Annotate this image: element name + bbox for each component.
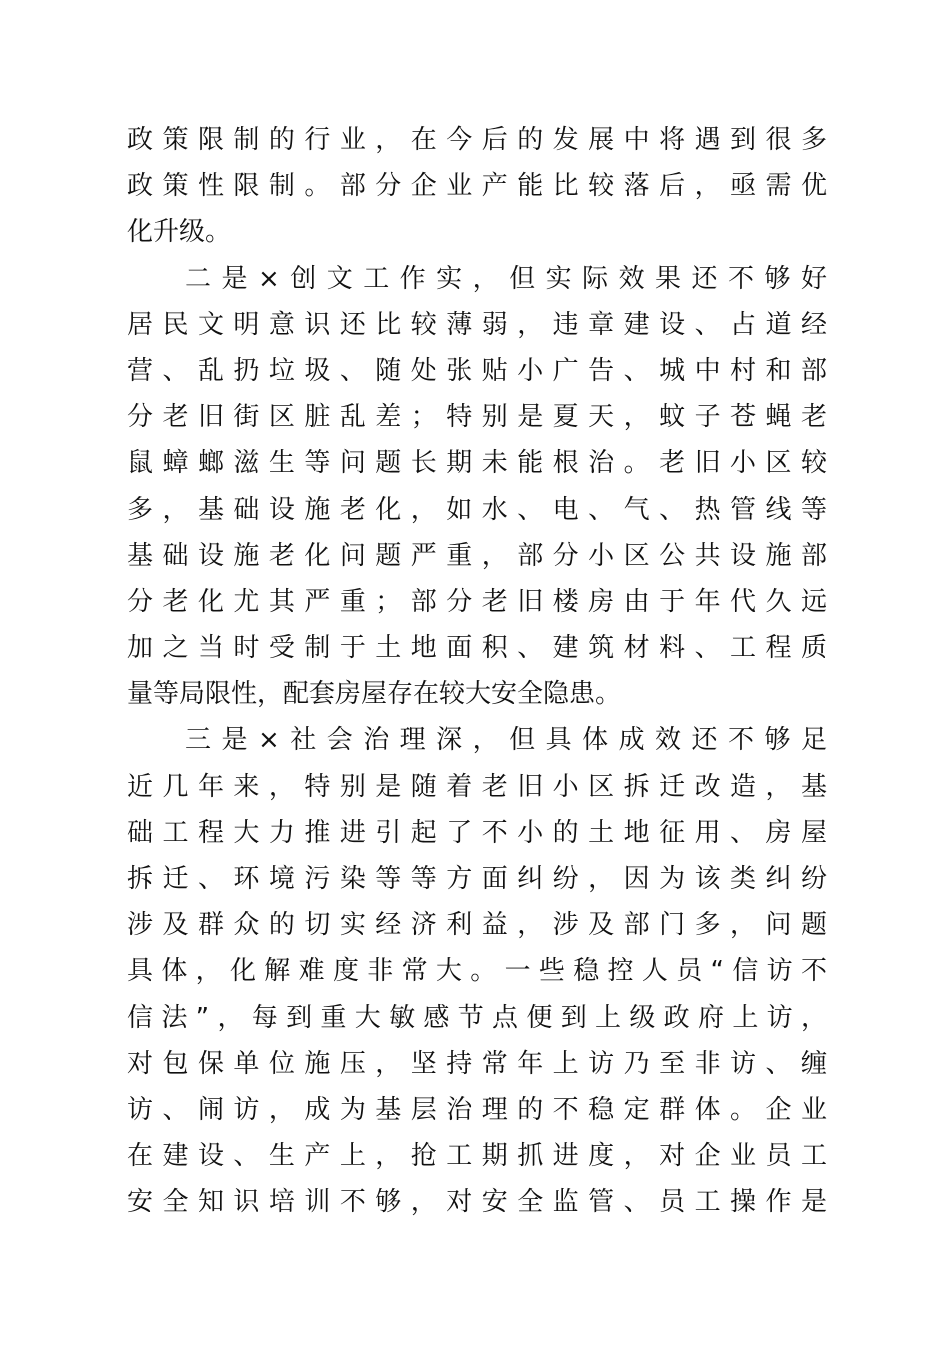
text-line: 多，基础设施老化，如水、电、气、热管线等 [127,494,827,525]
text-line: 涉及群众的切实经济利益，涉及部门多，问题 [127,910,827,941]
text-line: 政策性限制。部分企业产能比较落后，亟需优 [127,171,827,202]
text-line: 政策限制的行业，在今后的发展中将遇到很多 [127,125,827,155]
text-line: 营、乱扔垃圾、随处张贴小广告、城中村和部 [127,355,827,386]
text-line: 安全知识培训不够，对安全监管、员工操作是 [127,1187,827,1218]
paragraph-policy [127,117,827,256]
paragraph-governance [127,717,827,1225]
text-line: 三是×社会治理深，但具体成效还不够足 [185,725,827,756]
text-line: 加之当时受制于土地面积、建筑材料、工程质 [127,633,827,664]
text-line: 居民文明意识还比较薄弱，违章建设、占道经 [127,309,827,340]
text-line: 在建设、生产上，抢工期抓进度，对企业员工 [127,1141,827,1172]
text-line: 二是×创文工作实，但实际效果还不够好 [185,263,827,294]
document-page [127,117,827,1226]
text-line: 量等局限性，配套房屋存在较大安全隐患。 [127,679,622,710]
text-line: 基础设施老化问题严重，部分小区公共设施部 [127,540,827,571]
text-line: 近几年来，特别是随着老旧小区拆迁改造，基 [127,771,827,802]
text-line: 础工程大力推进引起了不小的土地征用、房屋 [127,817,827,848]
text-line: 分老化尤其严重；部分老旧楼房由于年代久远 [127,586,827,617]
text-line: 化升级。 [127,217,232,248]
text-line: 分老旧街区脏乱差；特别是夏天，蚊子苍蝇老 [127,402,827,433]
text-line: 拆迁、环境污染等等方面纠纷，因为该类纠纷 [127,864,827,894]
text-line: 信法”，每到重大敏感节点便到上级政府上访， [127,1002,827,1033]
paragraph-civilization [127,256,827,718]
text-line: 鼠蟑螂滋生等问题长期未能根治。老旧小区较 [127,448,827,479]
text-line: 具体，化解难度非常大。一些稳控人员“信访不 [127,956,827,987]
text-line: 对包保单位施压，坚持常年上访乃至非访、缠 [127,1048,827,1079]
text-line: 访、闹访，成为基层治理的不稳定群体。企业 [127,1094,827,1125]
